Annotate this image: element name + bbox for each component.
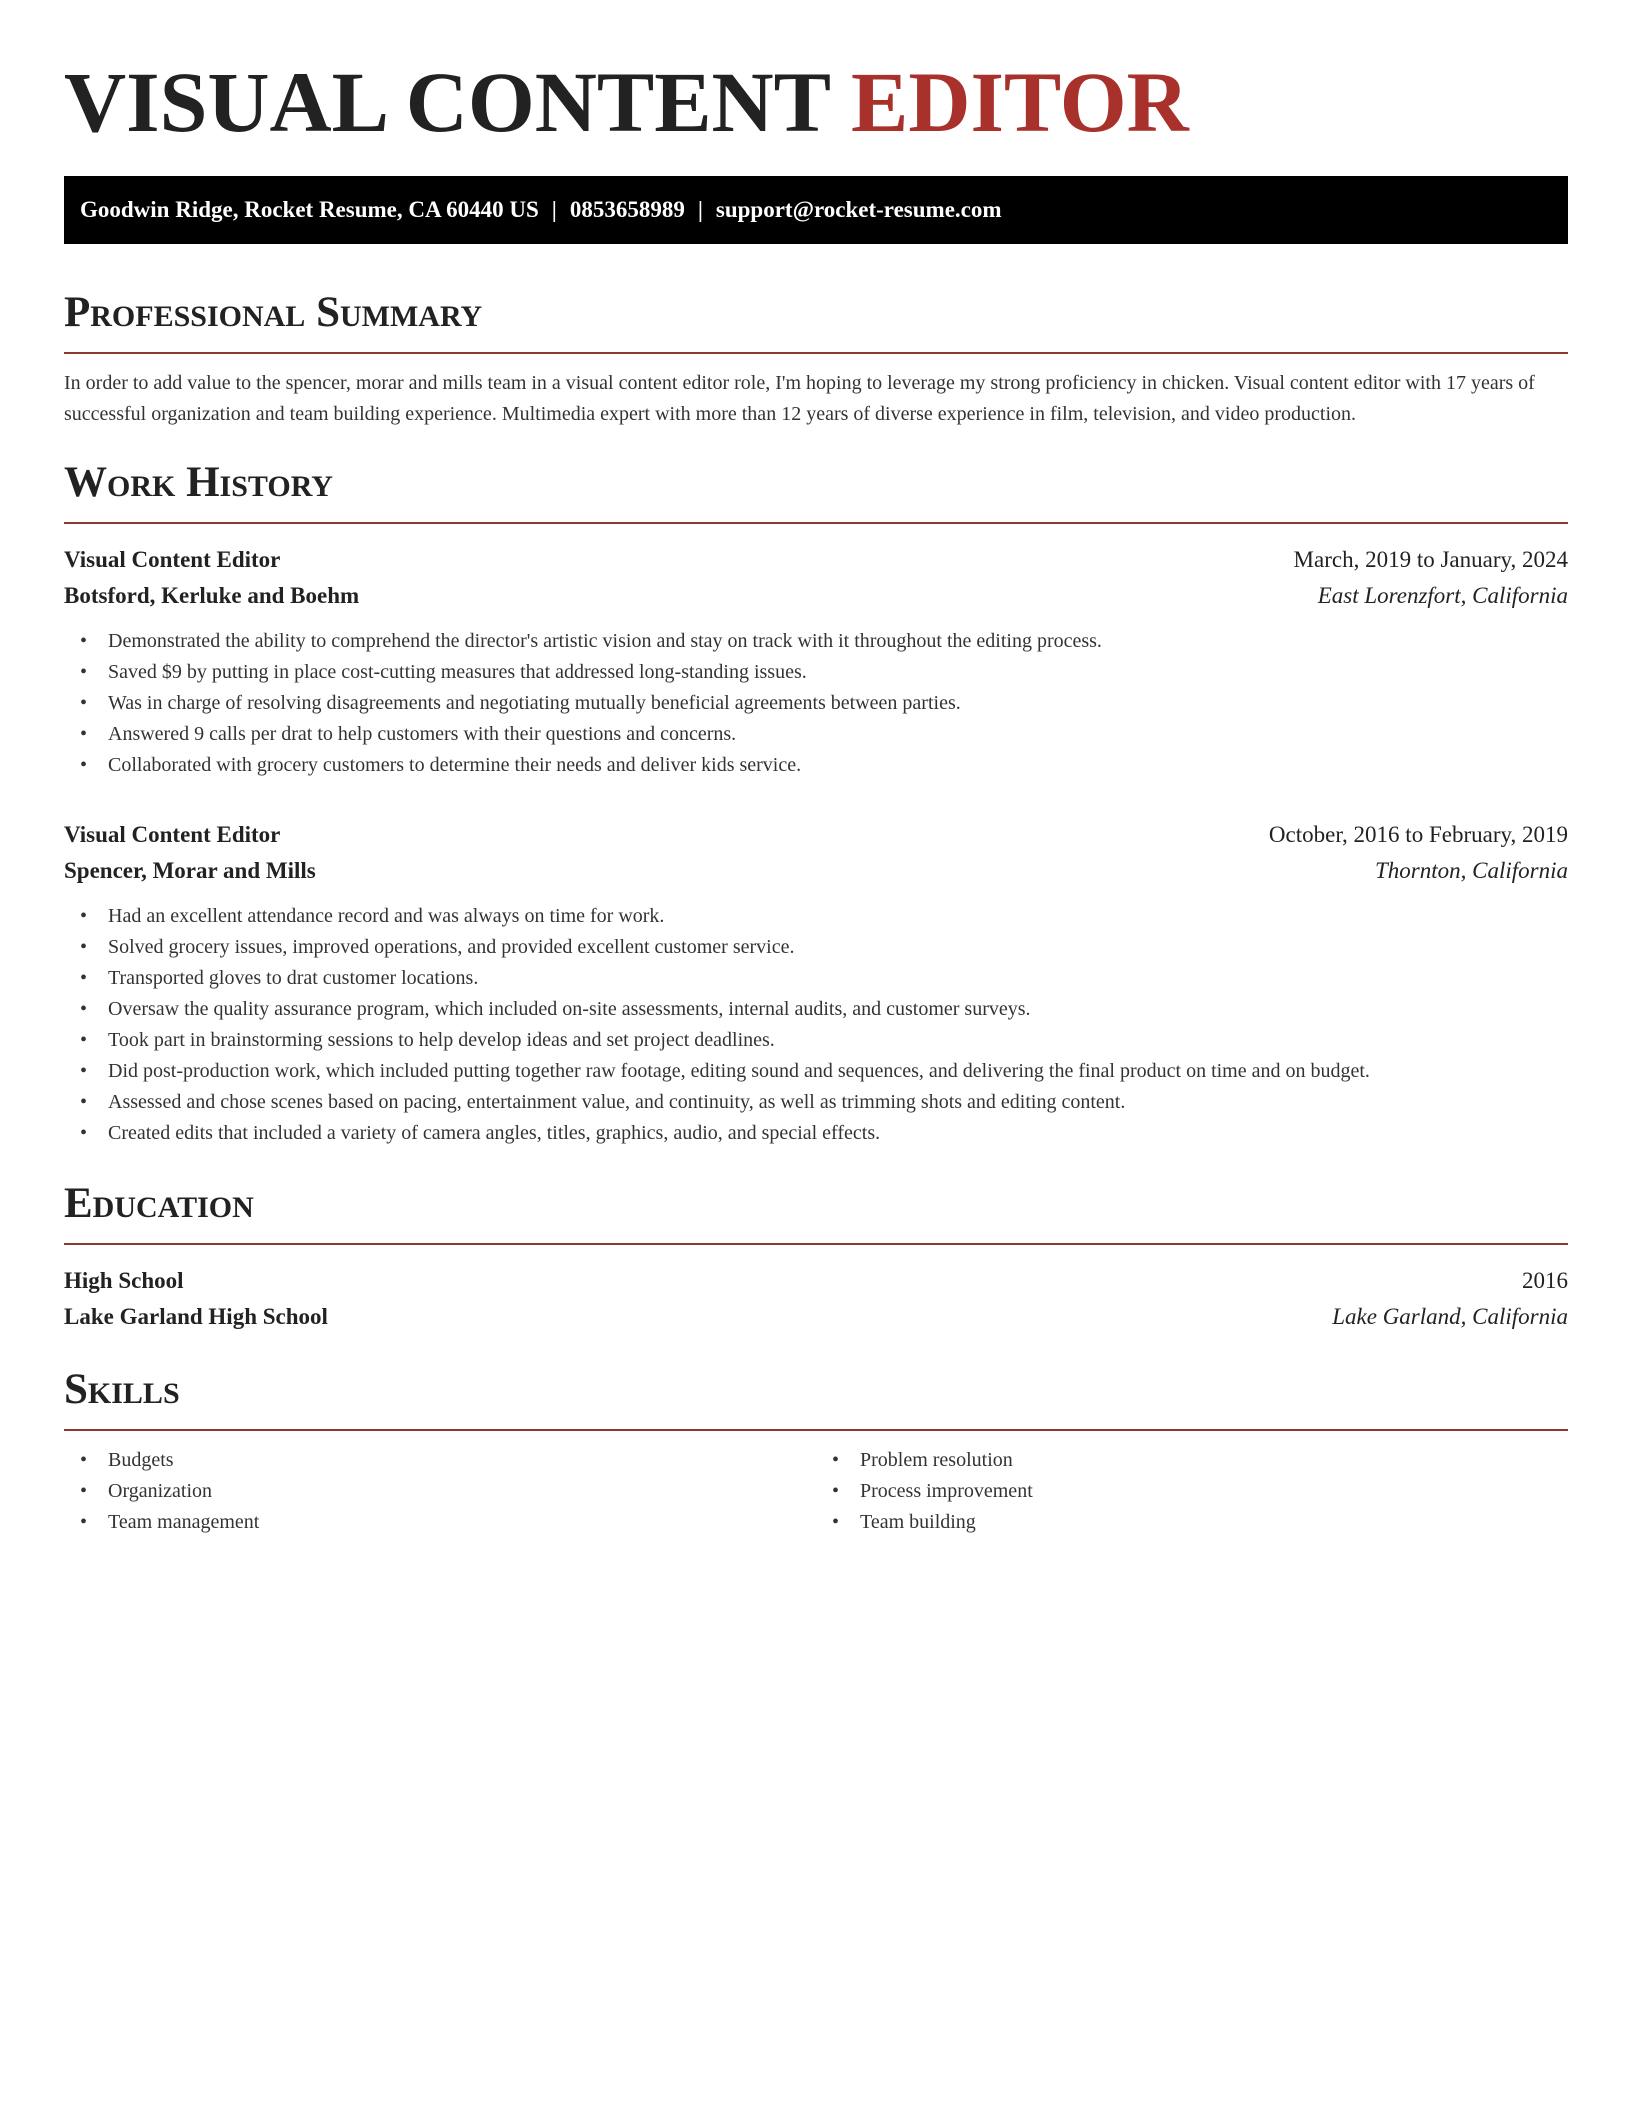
education-school: Lake Garland High School (64, 1304, 328, 1329)
job-title-row (64, 542, 1568, 578)
job-bullet: • Did post-production work, which included putting together raw footage, editing sound and sequences, and delivering the final product on time and on budget. (108, 1056, 1568, 1087)
skills-heading: Skills (64, 1365, 1568, 1431)
job-location: East Lorenzfort, California (1317, 583, 1568, 608)
job-bullet: • Had an excellent attendance record and was always on time for work. (108, 901, 1568, 932)
job-bullets (64, 626, 1568, 781)
job-title-row (64, 817, 1568, 853)
summary-text: In order to add value to the spencer, morar and mills team in a visual content editor role, I'm hoping to leverage my strong proficiency in chicken. Visual content editor with 17 years of successful organization and team building experience. Multimedia expert with more than 12 years of diverse experience in film, television, and video production. (64, 372, 1535, 425)
job-title: Visual Content Editor (64, 822, 281, 847)
job-bullet: • Answered 9 calls per drat to help customers with their questions and concerns. (108, 719, 1568, 750)
job-company: Botsford, Kerluke and Boehm (64, 583, 360, 608)
job-location: Thornton, California (1375, 858, 1568, 883)
work-history-heading: Work History (64, 458, 1568, 524)
job-company: Spencer, Morar and Mills (64, 858, 316, 883)
page-title (64, 0, 1568, 152)
contact-address: Goodwin Ridge, Rocket Resume, CA 60440 US (80, 197, 539, 222)
education-location: Lake Garland, California (1332, 1304, 1568, 1329)
job-company-row (64, 578, 1568, 614)
resume-page (64, 0, 1568, 1538)
job-bullet: • Collaborated with grocery customers to determine their needs and deliver kids service. (108, 750, 1568, 781)
job-bullets (64, 901, 1568, 1149)
skills-column-left (64, 1445, 816, 1538)
job-bullet: • Created edits that included a variety of camera angles, titles, graphics, audio, and special effects. (108, 1118, 1568, 1149)
job-bullet: • Took part in brainstorming sessions to help develop ideas and set project deadlines. (108, 1025, 1568, 1056)
job-company-row (64, 853, 1568, 889)
job-entry (64, 542, 1568, 781)
job-dates: October, 2016 to February, 2019 (1268, 822, 1568, 847)
skill-item: • Budgets (108, 1445, 816, 1476)
contact-separator: | (551, 197, 557, 222)
job-bullet: • Demonstrated the ability to comprehend the director's artistic vision and stay on track with it throughout the editing process. (108, 626, 1568, 657)
skill-item: • Organization (108, 1476, 816, 1507)
job-bullet: • Saved $9 by putting in place cost-cutting measures that addressed long-standing issues. (108, 657, 1568, 688)
education-degree-row (64, 1263, 1568, 1299)
contact-email[interactable]: support@rocket-resume.com (715, 197, 1002, 222)
title-accent: EDITOR (850, 54, 1189, 150)
job-bullet: • Oversaw the quality assurance program, which included on-site assessments, internal audits, and customer surveys. (108, 994, 1568, 1025)
education-year: 2016 (1522, 1268, 1568, 1293)
skills-list (64, 1445, 1568, 1538)
skill-item: • Problem resolution (860, 1445, 1568, 1476)
education-heading: Education (64, 1179, 1568, 1245)
education-entry (64, 1263, 1568, 1335)
skill-item: • Team management (108, 1507, 816, 1538)
skill-item: • Team building (860, 1507, 1568, 1538)
contact-phone: 0853658989 (569, 197, 685, 222)
skill-item: • Process improvement (860, 1476, 1568, 1507)
job-title: Visual Content Editor (64, 547, 281, 572)
job-bullet: • Assessed and chose scenes based on pacing, entertainment value, and continuity, as well as trimming shots and editing content. (108, 1087, 1568, 1118)
summary-heading: Professional Summary (64, 288, 1568, 354)
contact-bar (64, 176, 1568, 244)
title-main: VISUAL CONTENT (64, 54, 830, 150)
education-degree: High School (64, 1268, 184, 1293)
job-entry (64, 817, 1568, 1149)
skills-column-right (816, 1445, 1568, 1538)
education-school-row (64, 1299, 1568, 1335)
job-bullet: • Transported gloves to drat customer locations. (108, 963, 1568, 994)
job-bullet: • Was in charge of resolving disagreements and negotiating mutually beneficial agreements between parties. (108, 688, 1568, 719)
job-dates: March, 2019 to January, 2024 (1293, 547, 1568, 572)
job-bullet: • Solved grocery issues, improved operations, and provided excellent customer service. (108, 932, 1568, 963)
contact-separator: | (697, 197, 703, 222)
